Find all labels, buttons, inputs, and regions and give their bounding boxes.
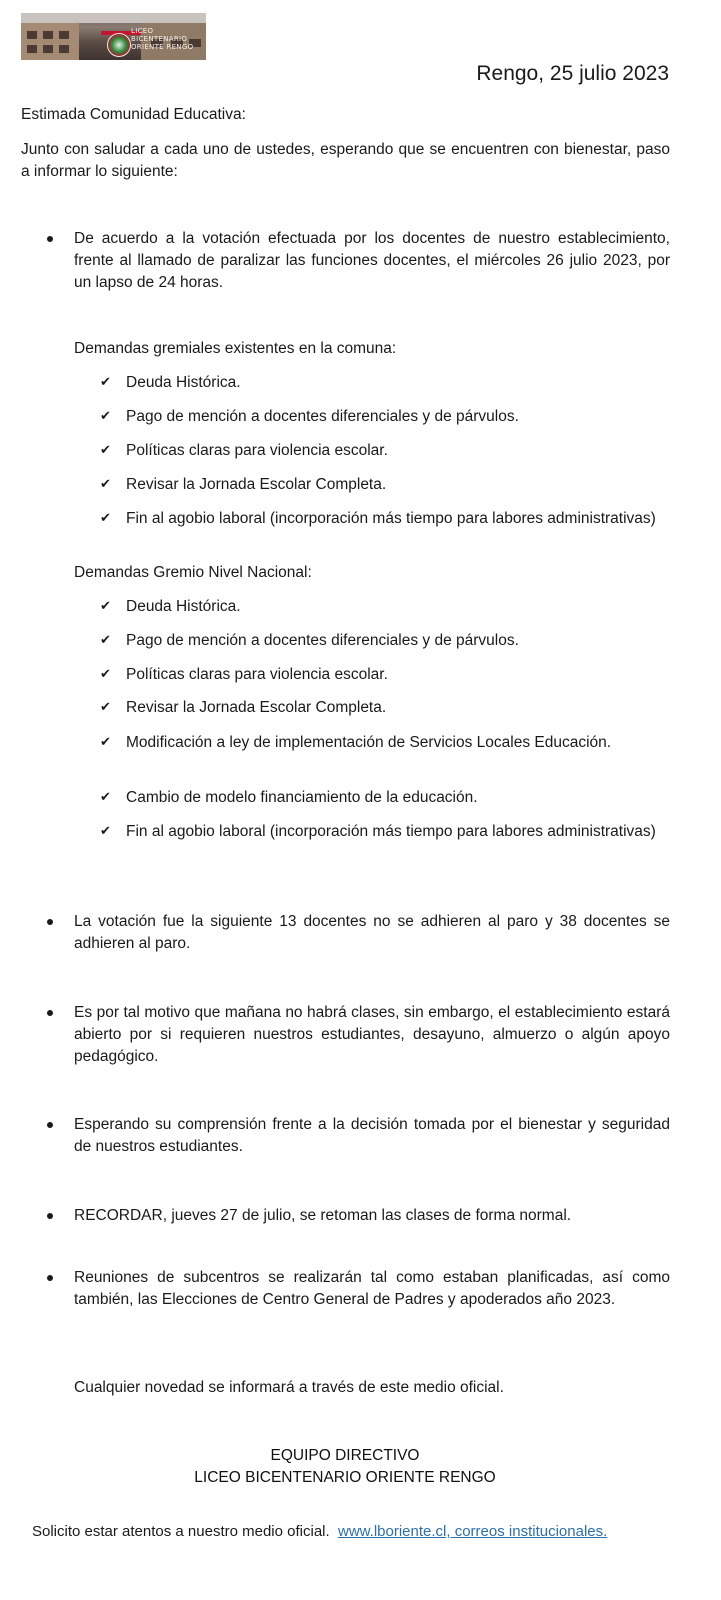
bullet-dot-icon bbox=[47, 1122, 53, 1128]
checkmark-icon: ✔ bbox=[100, 667, 111, 682]
check-item: ✔ Pago de mención a docentes diferenciales y de párvulos. bbox=[126, 630, 670, 652]
closing-note: Cualquier novedad se informará a través de este medio oficial. bbox=[74, 1379, 504, 1396]
bullet-dot-icon bbox=[47, 1010, 53, 1016]
check-item: ✔ Modificación a ley de implementación de Servicios Locales Educación. bbox=[126, 732, 670, 754]
bullet-item: De acuerdo a la votación efectuada por los docentes de nuestro establecimiento, frente al llamado de paralizar las funciones docentes, el miércoles 26 julio 2023, por un lapso de 24 horas. bbox=[74, 228, 670, 294]
check-item: ✔ Revisar la Jornada Escolar Completa. bbox=[126, 697, 670, 719]
check-item: ✔ Deuda Histórica. bbox=[126, 596, 670, 618]
footer-link[interactable]: www.lboriente.cl, correos institucionales. bbox=[338, 1523, 608, 1540]
signature-line-1: EQUIPO DIRECTIVO bbox=[270, 1447, 420, 1464]
bullet-item: La votación fue la siguiente 13 docentes no se adhieren al paro y 38 docentes se adhieren al paro. bbox=[74, 911, 670, 955]
check-item: ✔ Políticas claras para violencia escolar. bbox=[126, 440, 670, 462]
checkmark-icon: ✔ bbox=[100, 511, 111, 526]
national-demands-heading: Demandas Gremio Nivel Nacional: bbox=[74, 564, 312, 581]
footer-text: Solicito estar atentos a nuestro medio oficial. bbox=[32, 1523, 330, 1540]
greeting: Estimada Comunidad Educativa: bbox=[21, 106, 246, 123]
footer bbox=[32, 1523, 607, 1540]
checkmark-icon: ✔ bbox=[100, 700, 111, 715]
comunal-demands-heading: Demandas gremiales existentes en la comuna: bbox=[74, 340, 397, 357]
checkmark-icon: ✔ bbox=[100, 599, 111, 614]
check-item: ✔ Políticas claras para violencia escolar. bbox=[126, 664, 670, 686]
bullet-dot-icon bbox=[47, 919, 53, 925]
checkmark-icon: ✔ bbox=[100, 633, 111, 648]
signature-line-2: LICEO BICENTENARIO ORIENTE RENGO bbox=[194, 1469, 496, 1486]
check-item: ✔ Fin al agobio laboral (incorporación más tiempo para labores administrativas) bbox=[126, 508, 670, 530]
bullet-item: RECORDAR, jueves 27 de julio, se retoman las clases de forma normal. bbox=[74, 1205, 670, 1227]
bullet-item: Es por tal motivo que mañana no habrá clases, sin embargo, el establecimiento estará abierto por si requieren nuestros estudiantes, desayuno, almuerzo o algún apoyo pedagógico. bbox=[74, 1002, 670, 1068]
check-item: ✔ Pago de mención a docentes diferenciales y de párvulos. bbox=[126, 406, 670, 428]
checkmark-icon: ✔ bbox=[100, 477, 111, 492]
logo-text: LICEO BICENTENARIO ORIENTE RENGO bbox=[131, 27, 194, 51]
check-item: ✔ Revisar la Jornada Escolar Completa. bbox=[126, 474, 670, 496]
checkmark-icon: ✔ bbox=[100, 443, 111, 458]
bullet-dot-icon bbox=[47, 1275, 53, 1281]
school-seal-icon bbox=[107, 33, 131, 57]
checkmark-icon: ✔ bbox=[100, 409, 111, 424]
checkmark-icon: ✔ bbox=[100, 824, 111, 839]
check-item: ✔ Fin al agobio laboral (incorporación más tiempo para labores administrativas) bbox=[126, 821, 670, 843]
checkmark-icon: ✔ bbox=[100, 735, 111, 750]
school-logo-banner bbox=[21, 13, 206, 60]
bullet-item: Reuniones de subcentros se realizarán tal como estaban planificadas, así como también, las Elecciones de Centro General de Padres y apoderados año 2023. bbox=[74, 1267, 670, 1311]
checkmark-icon: ✔ bbox=[100, 375, 111, 390]
check-item: ✔ Cambio de modelo financiamiento de la educación. bbox=[126, 787, 670, 809]
bullet-dot-icon bbox=[47, 1213, 53, 1219]
check-item: ✔ Deuda Histórica. bbox=[126, 372, 670, 394]
checkmark-icon: ✔ bbox=[100, 790, 111, 805]
bullet-item: Esperando su comprensión frente a la decisión tomada por el bienestar y seguridad de nuestros estudiantes. bbox=[74, 1114, 670, 1158]
bullet-dot-icon bbox=[47, 236, 53, 242]
intro-paragraph: Junto con saludar a cada uno de ustedes, esperando que se encuentren con bienestar, paso a informar lo siguiente: bbox=[21, 141, 670, 180]
letter-date: Rengo, 25 julio 2023 bbox=[476, 62, 669, 85]
